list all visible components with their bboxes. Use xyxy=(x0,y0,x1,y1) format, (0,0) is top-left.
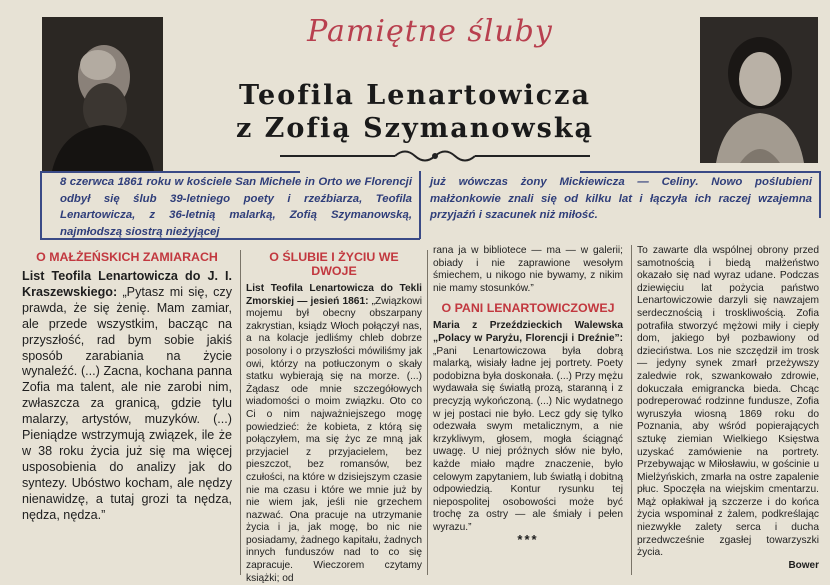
column-1-intro: List Teofila Lenartowicza do J. I. Kraszewskiego: xyxy=(22,269,232,299)
lead-frame-top xyxy=(40,171,300,173)
lead-frame-left xyxy=(40,171,42,239)
portrait-woman-image xyxy=(700,17,818,163)
column-1-text: „Pytasz mi się, czy prawda, że się żenię. Mam zamiar, ale przede wszystkim, bacząc na przyszłość, rad bym sobie jakiś sposób zarabiania na życie wynaleźć. (...) Zacna, kochana panna Zofia ma talent, ale nie zarobi nim, zwłaszcza za granicą, gdzie tylu malarzy, artystów, muzyków. (...) Pieniądze wstrzymują związek, ile że w 38 roku życia już się ma więcej usposobienia do analizy jak do syntezy. Ubóstwo kocham, ale nędzy nienawidzę, a tutaj grozi ta nędza, nędza, nędza.” xyxy=(22,284,233,522)
portrait-lenartowicz xyxy=(42,17,163,171)
article-title-line-1: Teofila Lenartowicza xyxy=(239,80,591,111)
portrait-szymanowska xyxy=(700,17,818,163)
column-2-text: „Związkowi mojemu był obecny obszarpany zakrystian, ksiądz Włoch połączył nas, a na kolacje jedliśmy chleb dobrze posolony i o przyszłości mówiliśmy jak owi, którzy na potłuczonym o skały statku wybierają się na morze. (...) Żądasz ode mnie szczegółowych wiadomości o moim związku. Oto co Ci o nim najważniejszego mogę powiedzieć: że kobieta, z którą się połączyłem, ma się życ ze mną jak przyjaciel z przyjacielem, bez pieszczot, bez romansów, bez czułości, na które w dzisiejszym czasie nie ma czasu i które we mnie już by nie wiem jak, jeśli nie grzechem nazwać. Ona pracuje na utrzymanie życia i ja, jak mogę, bo nic nie posiadamy, żadnego kapitału, żadnych innych funduszów nad to co się zapracuje. Wieczorem czytamy książki; od xyxy=(246,295,422,584)
column-rule-2 xyxy=(427,250,428,575)
column-2 xyxy=(246,250,422,584)
section-kicker: Pamiętne śluby xyxy=(307,14,553,49)
column-4-text: To zawarte dla wspólnej obrony przed samotnością i biedą małżeństwo okazało się nad wyraz udane. Podczas dziewięciu lat pożycia państwo Lenartowiczowie darzyli się nawzajem serdecznością i troskliwością. Zofia potrafiła stworzyć mężowi miły i ciepły dom, jakiego był pozbawiony od dzieciństwa. Los nie szczędził im trosk — jedyny synek zmarł przeżywszy zaledwie rok, szwankowało zdrowie, dokuczała emigrancka bieda. Chcąc podreperować rodzinne fundusze, Zofia wyruszyła wiosną 1869 roku do Poznania, aby wśród popierających sztukę ziemian Wielkiego Księstwa uzyskać zamówienie na portrety. Przebywając w Miłosławiu, w gościnie u Mielżyńskich, zmarła na ostre zapalenie płuc. Spoczęła na wiejskim cmentarzu. Mąż opłakiwał ją szczerze i do końca życia wspominał z żalem, podkreślając niezwykłe zalety serca i ducha przedwcześnie zgasłej towarzyszki życia. xyxy=(637,245,819,559)
column-rule-1 xyxy=(240,250,241,575)
ornament-divider xyxy=(280,147,590,165)
column-3-text-top: rana ja w bibliotece — ma — w galerii; obiady i nie zaprawione wesołym śmiechem, u nikogo nie bywamy, z nikim nie mamy stosunków.” xyxy=(433,245,623,294)
end-stars: *** xyxy=(517,532,539,548)
lead-frame-top-right xyxy=(580,171,820,173)
column-2-intro: List Teofila Lenartowicza do Tekli Zmorskiej — jesień 1861: xyxy=(246,283,422,307)
column-3 xyxy=(433,245,623,577)
author-signature: Bower xyxy=(788,559,819,571)
column-3-intro: Maria z Przeździeckich Walewska „Polacy w Paryżu, Florencji i Dreźnie”: xyxy=(433,320,623,344)
lead-frame-middle xyxy=(419,171,421,239)
column-3-text: „Pani Lenartowiczowa była dobrą malarką, wisiały ładne jej portrety. Poety podobizna była doskonała. (...) Przy mężu wydawała się światłą prozą, staranną i z precyzją wykończoną. (...) Nic wydatnego w jej postaci nie było. Lecz gdy się tylko odezwała swym metalicznym, a nie krzykliwym, głosem, mogła ściągnąć uwagę. U niej próżnych słów nie było, każde miało mądre znaczenie, było celowym zapytaniem, lub światłą i dobitną odpowiedzią. Kontur rysunku tej niepospolitej osobowości może być trochę za ostry — ale śmiały i pełen wyrazu.” xyxy=(433,345,623,533)
column-rule-3 xyxy=(631,245,632,575)
column-3-heading: O PANI LENARTOWICZOWEJ xyxy=(441,301,615,316)
column-2-heading: O ŚLUBIE I ŻYCIU WE DWOJE xyxy=(269,250,399,278)
article-title-line-2: z Zofią Szymanowską xyxy=(235,113,595,144)
column-1 xyxy=(22,250,232,576)
lead-text-right: już wówczas żony Mickiewicza — Celiny. Nowo poślubieni małżonkowie znali się od kilku lat i łączyła ich raczej wzajemna przyjaźń i szacunek niż miłość. xyxy=(430,176,812,222)
lead-frame-right xyxy=(819,171,821,218)
column-4 xyxy=(637,245,819,577)
lead-text-left: 8 czerwca 1861 roku w kościele San Michele in Orto we Florencji odbył się ślub 39-letniego poety i rzeźbiarza, Teofila Lenartowicza, z 36-letnią malarką, Zofią Szymanowską, najmłodszą siostrą nieżyjącej xyxy=(60,176,412,238)
column-1-heading: O MAŁŻEŃSKICH ZAMIARACH xyxy=(36,250,218,264)
portrait-man-image xyxy=(42,17,163,171)
